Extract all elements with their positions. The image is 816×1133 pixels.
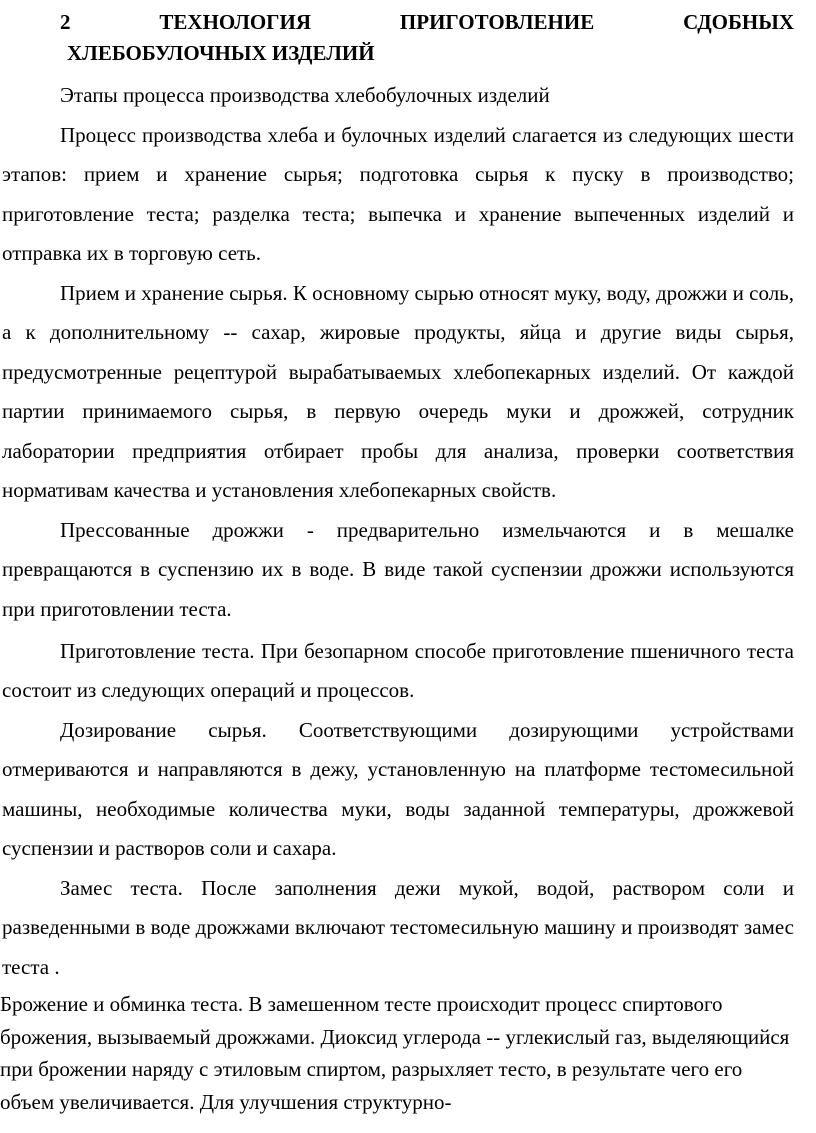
paragraph-yeast: Прессованные дрожжи - предварительно измельчаются и в мешалке превращаются в суспензию их в воде. В виде такой суспензии дрожжи используются при приготовлении теста. (2, 518, 794, 621)
paragraph-fermentation: Брожение и обминка теста. В замешенном тесте происходит процесс спиртового брожения, вызываемый дрожжами. Диоксид углерода -- углекислый газ, выделяющийся при брожении наряду с этиловым спиртом, разрыхляет тесто, в результате чего его объем увеличивается. Для улучшения структурно- (0, 992, 790, 1114)
paragraph-raw-materials: Прием и хранение сырья. К основному сырью относят муку, воду, дрожжи и соль, а к дополнительному -- сахар, жировые продукты, яйца и другие виды сырья, предусмотренные рецептурой вырабатываемых хлебопекарных изделий. От каждой партии принимаемого сырья, в первую очередь муки и дрожжей, сотрудник лаборатории предприятия отбирает пробы для анализа, проверки соответствия нормативам качества и установления хлебопекарных свойств. (2, 281, 794, 503)
paragraph-stages: Процесс производства хлеба и булочных изделий слагается из следующих шести этапов: прием и хранение сырья; подготовка сырья к пуску в производство; приготовление теста; разделка теста; выпечка и хранение выпеченных изделий и отправка их в торговую сеть. (2, 123, 794, 266)
paragraph-dosing: Дозирование сырья. Соответствующими дозирующими устройствами отмериваются и направляются в дежу, установленную на платформе тестомесильной машины, необходимые количества муки, воды заданной температуры, дрожжевой суспензии и растворов соли и сахара. (2, 718, 794, 861)
section-heading-line2: ХЛЕБОБУЛОЧНЫХ ИЗДЕЛИЙ (67, 41, 375, 65)
subtitle: Этапы процесса производства хлебобулочных изделий (60, 83, 550, 107)
paragraph-kneading: Замес теста. После заполнения дежи мукой, водой, раствором соли и разведенными в воде дрожжами включают тестомесильную машину и производят замес теста . (2, 876, 794, 979)
paragraph-dough-prep: Приготовление теста. При безопарном способе приготовление пшеничного теста состоит из следующих операций и процессов. (2, 639, 794, 703)
section-heading-line1: 2 ТЕХНОЛОГИЯ ПРИГОТОВЛЕНИЕ СДОБНЫХ (60, 10, 794, 34)
